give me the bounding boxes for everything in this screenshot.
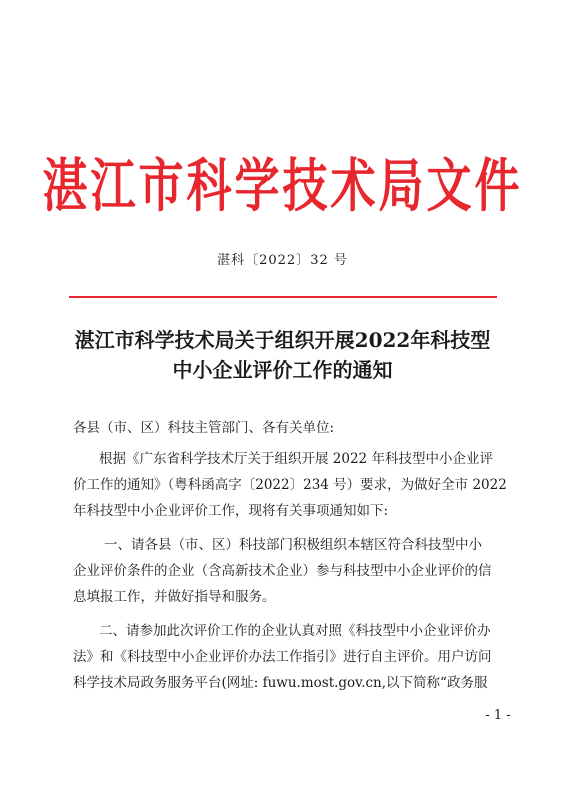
paragraph-1-line-2: 价工作的通知》（粤科函高字〔2022〕234 号）要求，为做好全市 2022 [73,477,507,493]
paragraph-3-line-3: 科学技术局政务服务平台(网址: fuwu.most.gov.cn,以下简称“政务服 [73,675,488,691]
document-title-line-1: 湛江市科学技术局关于组织开展2022年科技型 [74,328,491,352]
paragraph-2-line-2: 企业评价条件的企业（含高新技术企业）参与科技型中小企业评价的信 [73,563,492,579]
paragraph-3-line-1: 二、请参加此次评价工作的企业认真对照《科技型中小企业评价办 [99,623,491,639]
paragraph-2-line-1: 一、请各县（市、区）科技部门积极组织本辖区符合科技型中小 [104,537,482,553]
paragraph-1-line-1: 根据《广东省科学技术厅关于组织开展 2022 年科技型中小企业评 [99,451,493,467]
paragraph-1-line-3: 年科技型中小企业评价工作，现将有关事项通知如下: [73,503,389,519]
document-title-line-2: 中小企业评价工作的通知 [172,358,393,382]
salutation: 各县（市、区）科技主管部门、各有关单位: [73,420,335,436]
masthead: 湛江市科学技术局文件 [42,151,523,220]
red-separator-line [69,296,497,298]
paragraph-3-line-2: 法》和《科技型中小企业评价办法工作指引》进行自主评价。用户访问 [73,649,492,665]
page-number: - 1 - [485,708,511,723]
paragraph-2-line-3: 息填报工作，并做好指导和服务。 [73,589,276,605]
document-number: 湛科〔2022〕32 号 [217,253,348,268]
